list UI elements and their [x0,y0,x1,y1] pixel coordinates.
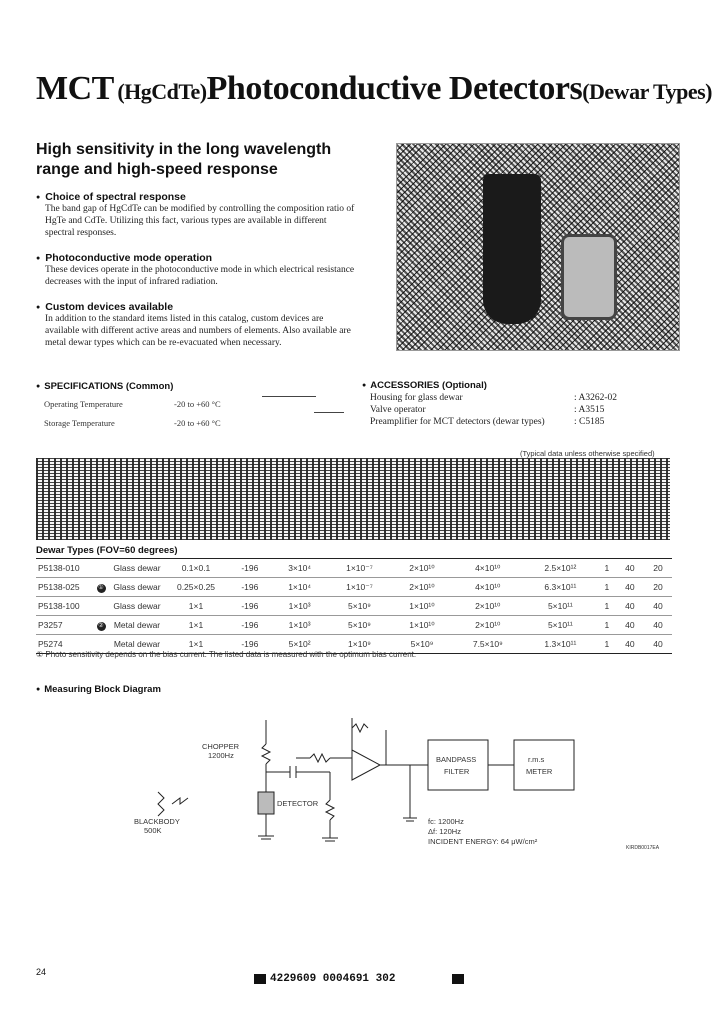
accessories-heading: ● ACCESSORIES (Optional) [362,380,487,391]
table-cell: -196 [228,597,272,616]
table-cell: 1×10⁹ [328,635,392,654]
table-cell: 1×10¹⁰ [391,597,452,616]
dewar-table [36,558,672,654]
table-cell [92,597,110,616]
condition-df: Δf: 120Hz [428,827,461,836]
blackbody-label: BLACKBODY [134,817,180,826]
table-cell: 5×10⁹ [391,635,452,654]
table-cell: 5×10¹¹ [523,597,598,616]
table-cell: 1×10³ [272,597,328,616]
table-cell: 1×1 [164,635,228,654]
page-number: 24 [36,967,47,977]
blackbody-icon [158,792,164,816]
dewar-types-heading: Dewar Types (FOV=60 degrees) [36,545,178,556]
chopper-label: CHOPPER [202,742,240,751]
table-cell [92,559,110,578]
table-cell: 5×10⁹ [328,597,392,616]
table-header-illegible [36,458,670,540]
table-cell: P5138-025 [36,578,92,597]
table-cell: Metal dewar [110,616,164,635]
table-cell: 1×10³ [272,616,328,635]
spec-label: Storage Temperature [44,418,115,428]
table-cell: 1.3×10¹¹ [523,635,598,654]
note-badge: ② [98,623,104,629]
table-cell: 7.5×10⁹ [453,635,523,654]
table-cell: Glass dewar [110,597,164,616]
barcode-number: 4229609 0004691 302 [270,973,396,985]
table-cell: Glass dewar [110,578,164,597]
table-cell: 40 [644,635,672,654]
table-cell: P5138-010 [36,559,92,578]
table-cell: 5×10² [272,635,328,654]
table-cell: 40 [616,559,644,578]
amplifier-icon [352,750,380,780]
feature-photoconductive: ● Photoconductive mode operation These devices operate in the photoconductive mode in which electrical resistance decreases with the input of infrared radiation. [36,252,356,288]
detector-icon [258,792,274,814]
spec-label: Operating Temperature [44,399,123,409]
barcode-block [254,974,266,984]
table-cell: 4×10¹⁰ [453,559,523,578]
barcode-block [452,974,464,984]
table-cell: 1 [598,559,616,578]
table-cell: P5138-100 [36,597,92,616]
table-cell: 1×1 [164,597,228,616]
table-cell: 1×10⁴ [272,578,328,597]
specs-heading: ● SPECIFICATIONS (Common) [36,381,173,392]
typical-note: (Typical data unless otherwise specified) [520,449,655,458]
diagram-heading: ● Measuring Block Diagram [36,684,161,695]
diagram-code: KIRDB0017EA [626,845,660,851]
table-cell: P5274 [36,635,92,654]
blackbody-temp: 500K [144,826,162,835]
table-cell: 40 [616,578,644,597]
table-cell: -196 [228,635,272,654]
accessory-label: Housing for glass dewar [370,393,463,403]
feature-custom: ● Custom devices available In addition to the standard items listed in this catalog, custom devices are available with different active areas and numbers of elements. Also available are metal dewar types which can be re-evacuated when necessary. [36,301,356,349]
filter-label-2: FILTER [444,767,470,776]
accessory-value: : A3262-02 [574,393,618,403]
accessory-label: Valve operator [370,405,426,415]
footnote: ① Photo sensitivity depends on the bias current. The listed data is measured with the optimum bias current. [36,650,417,659]
radiation-arrow-icon [172,798,188,804]
headline: High sensitivity in the long wavelength range and high-speed response [36,141,332,178]
resistor-icon [262,744,270,764]
note-badge: ① [98,585,104,591]
table-cell: 40 [644,597,672,616]
table-cell: 1 [598,616,616,635]
divider [314,412,344,413]
table-row [36,597,672,616]
accessory-label: Preamplifier for MCT detectors (dewar types) [370,417,545,427]
accessory-value: : C5185 [574,417,605,427]
table-cell: 1 [598,597,616,616]
table-cell [92,616,110,635]
table-cell: 4×10¹⁰ [453,578,523,597]
resistor-icon [352,724,368,732]
table-cell: 1×10⁻⁷ [328,578,392,597]
table-cell: 2×10¹⁰ [453,597,523,616]
resistor-icon [326,800,334,820]
table-cell: 2×10¹⁰ [453,616,523,635]
condition-energy: INCIDENT ENERGY: 64 μW/cm² [428,837,538,846]
page-title: MCT (HgCdTe)Photoconductive Detectors(Dewar Types) [36,70,712,107]
table-cell: 20 [644,578,672,597]
table-cell: 1×10¹⁰ [391,616,452,635]
table-cell: 2×10¹⁰ [391,578,452,597]
filter-label: BANDPASS [436,755,477,764]
accessory-value: : A3515 [574,405,605,415]
spec-value: -20 to +60 °C [174,399,221,409]
table-cell: 2×10¹⁰ [391,559,452,578]
table-cell: 1 [598,635,616,654]
table-cell: 40 [644,616,672,635]
detector-label: DETECTOR [277,799,319,808]
table-row [36,578,672,597]
condition-fc: fc: 1200Hz [428,817,464,826]
table-cell: 3×10⁴ [272,559,328,578]
table-cell: -196 [228,578,272,597]
table-cell: 20 [644,559,672,578]
table-cell: P3257 [36,616,92,635]
divider [262,396,316,397]
table-cell: 1×1 [164,616,228,635]
table-cell: -196 [228,616,272,635]
meter-label-2: METER [526,767,553,776]
table-row [36,616,672,635]
resistor-icon [310,754,330,762]
table-cell [92,578,110,597]
table-cell: 1×10⁻⁷ [328,559,392,578]
dewar-photo-glass [483,174,541,324]
rms-meter-box [514,740,574,790]
feature-spectral: ● Choice of spectral response The band gap of HgCdTe can be modified by controlling the composition ratio of HgTe and CdTe. Utilizing this fact, various types are available in different spectral responses. [36,191,356,239]
chopper-freq: 1200Hz [208,751,234,760]
spec-value: -20 to +60 °C [174,418,221,428]
dewar-photo-metal [561,234,617,320]
table-cell: Glass dewar [110,559,164,578]
table-cell: 0.1×0.1 [164,559,228,578]
table-cell: 2.5×10¹² [523,559,598,578]
bandpass-filter-box [428,740,488,790]
meter-label: r.m.s [528,755,545,764]
table-cell: 5×10⁹ [328,616,392,635]
table-cell: 0.25×0.25 [164,578,228,597]
measuring-block-diagram [0,700,720,860]
table-cell: Metal dewar [110,635,164,654]
table-cell: 40 [616,616,644,635]
product-photo [396,143,680,351]
table-cell: -196 [228,559,272,578]
table-row [36,559,672,578]
table-cell: 1 [598,578,616,597]
table-cell: 40 [616,635,644,654]
table-cell: 5×10¹¹ [523,616,598,635]
table-cell: 6.3×10¹¹ [523,578,598,597]
table-cell: 40 [616,597,644,616]
